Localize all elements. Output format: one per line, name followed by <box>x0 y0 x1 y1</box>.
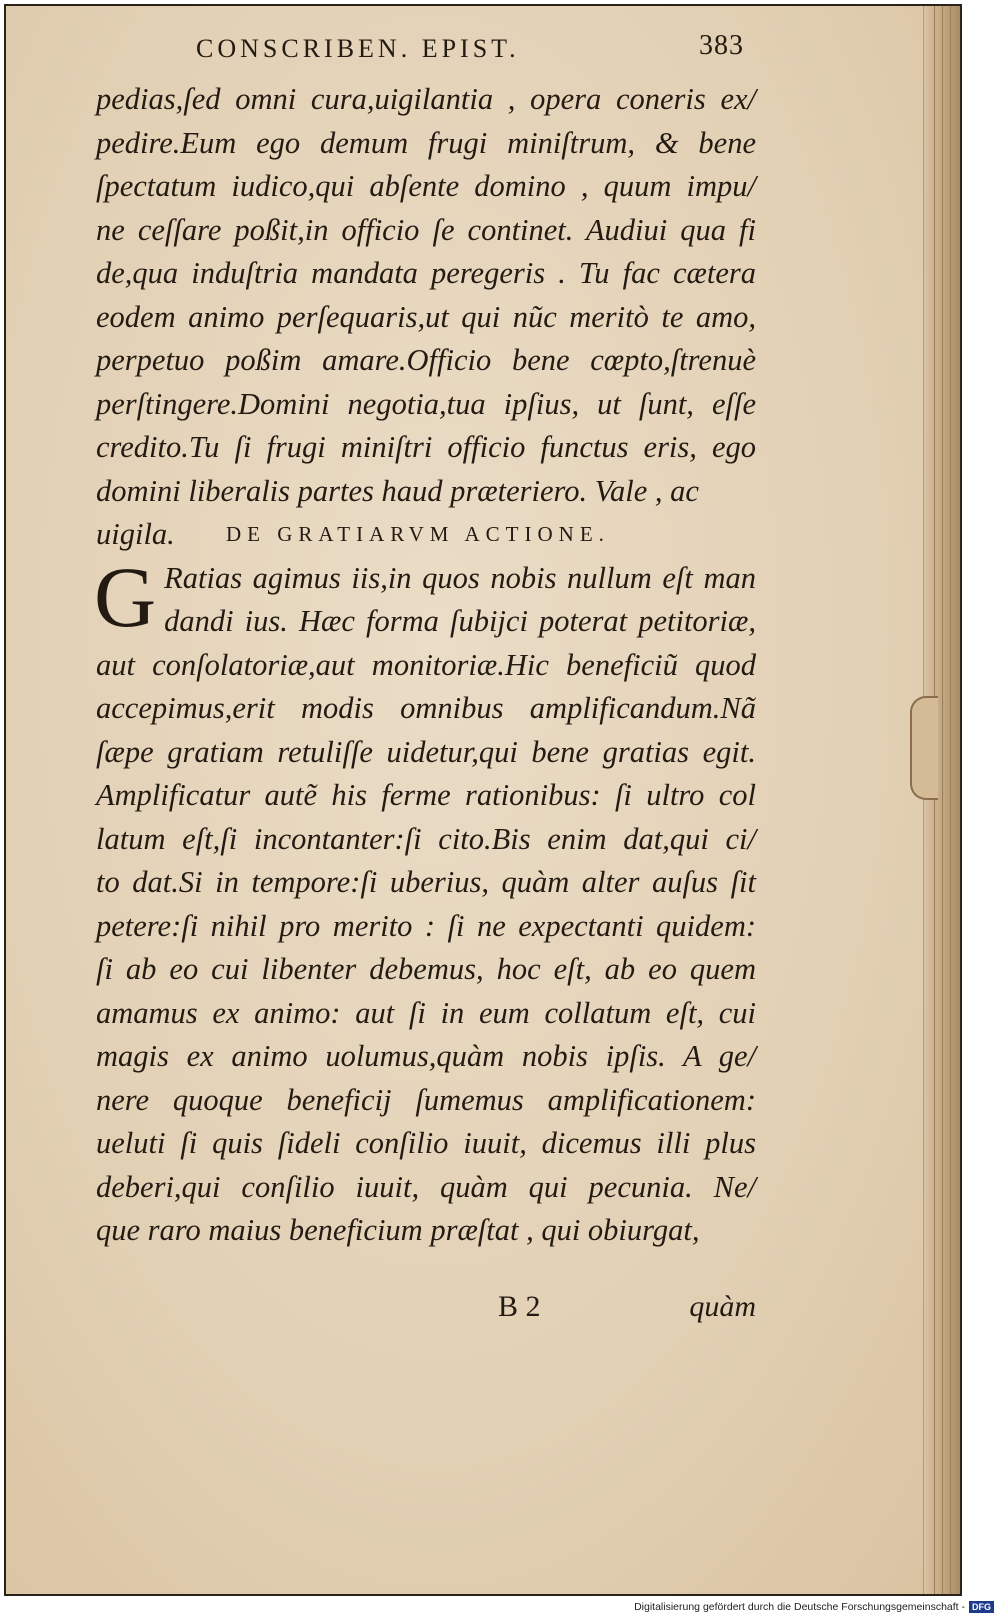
text-line: ſi ab eo cui libenter debemus, hoc eſt, ab eo quem <box>96 952 756 986</box>
text-line: Amplificatur autẽ his ferme rationibus: ſi ultro col <box>96 778 756 812</box>
running-title: CONSCRIBEN. EPIST. <box>196 34 520 63</box>
drop-initial: G <box>94 548 157 645</box>
text-line: ueluti ſi quis ſideli conſilio iuuit, dicemus illi plus <box>96 1126 756 1160</box>
drop-initial-block <box>94 548 756 645</box>
text-line: eodem animo perſequaris,ut qui nũc meritò te amo, <box>96 299 756 334</box>
catchword: quàm <box>689 1290 756 1323</box>
text-line: deberi,qui conſilio iuuit, quàm qui pecunia. Ne/ <box>96 1169 756 1204</box>
page-edge-stack <box>923 6 960 1594</box>
page-edge-line <box>934 6 935 1594</box>
text-line: nere quoque beneficij ſumemus amplificationem: <box>96 1082 756 1117</box>
text-line: domini liberalis partes haud præteriero. Vale , ac <box>96 473 699 508</box>
page-footer <box>96 1290 756 1334</box>
credit-text: Digitalisierung gefördert durch die Deutsche Forschungsgemeinschaft - <box>634 1601 965 1613</box>
text-line: ne ceſſare poßit,in officio ſe continet. Audiui qua fi <box>96 212 756 247</box>
page-edge-line <box>942 6 943 1594</box>
text-line: Ratias agimus iis,in quos nobis nullum eſt man <box>164 560 756 595</box>
text-line: to dat.Si in tempore:ſi uberius, quàm alter auſus ſit <box>96 865 756 899</box>
text-line: aut conſolatoriæ,aut monitoriæ.Hic beneficiũ quod <box>96 647 756 682</box>
text-line: accepimus,erit modis omnibus amplificandum.Nã <box>96 691 756 725</box>
text-line: dandi ius. Hæc forma ſubijci poterat petitoriæ, <box>164 604 756 638</box>
text-line: amamus ex animo: aut ſi in eum collatum eſt, cui <box>96 995 756 1030</box>
section-heading: DE GRATIARVM ACTIONE. <box>226 522 610 546</box>
heading-line <box>96 513 756 557</box>
dfg-logo: DFG <box>969 1601 994 1613</box>
text-line: pedire.Eum ego demum frugi miniſtrum, & bene <box>96 125 756 160</box>
page-edge-line <box>950 6 951 1594</box>
text-line: ſpectatum iudico,qui abſente domino , quum impu/ <box>96 169 756 203</box>
running-header <box>196 30 756 74</box>
text-line: ſæpe gratiam retuliſſe uidetur,qui bene gratias egit. <box>96 734 756 769</box>
page-number: 383 <box>699 30 744 61</box>
text-lines-bottom <box>96 644 756 1253</box>
main-text-block <box>96 78 756 1253</box>
text-line: latum eſt,ſi incontanter:ſi cito.Bis enim dat,qui ci/ <box>96 821 756 856</box>
digitization-credit <box>0 1600 1000 1614</box>
line-lead-word: uigila. <box>96 517 175 551</box>
text-line: perpetuo poßim amare.Officio bene cœpto,ſtrenuè <box>96 343 756 377</box>
text-line: perſtingere.Domini negotia,tua ipſius, ut ſunt, eſſe <box>96 386 756 421</box>
text-line: credito.Tu ſi frugi miniſtri officio functus eris, ego <box>96 430 756 464</box>
text-lines-top <box>96 78 756 513</box>
text-line: pedias,ſed omni cura,uigilantia , opera coneris ex/ <box>96 82 756 116</box>
text-line: que raro maius beneficium præſtat , qui obiurgat, <box>96 1213 700 1247</box>
page-tab-mark <box>910 696 938 800</box>
text-line: petere:ſi nihil pro merito : ſi ne expectanti quidem: <box>96 908 756 943</box>
text-line: magis ex animo uolumus,quàm nobis ipſis. A ge/ <box>96 1039 756 1073</box>
text-line: de,qua induſtria mandata peregeris . Tu fac cætera <box>96 256 756 290</box>
signature-mark: B 2 <box>498 1290 541 1323</box>
